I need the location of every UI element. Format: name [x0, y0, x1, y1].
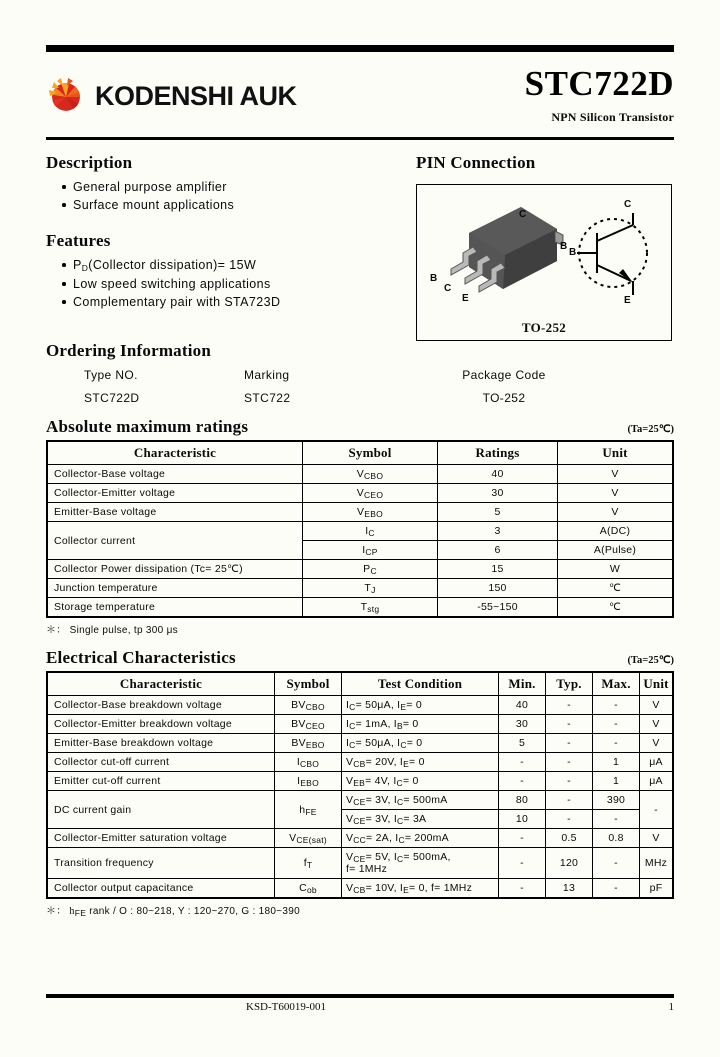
cell-symbol: $f_T$ — [275, 848, 342, 879]
cell-unit: μA — [640, 753, 674, 772]
ordering-value-marking: STC722 — [244, 391, 291, 405]
electrical-table — [46, 671, 674, 899]
cell-rating: -55~150 — [438, 598, 558, 618]
table-row — [47, 484, 673, 503]
cell-min: - — [499, 829, 546, 848]
cell-max: 0.8 — [593, 829, 640, 848]
cell-typ: - — [546, 734, 593, 753]
header-top-rule — [46, 45, 674, 52]
cell-symbol: $BV_{EBO}$ — [275, 734, 342, 753]
cell-symbol: $I_C$ — [303, 522, 438, 541]
ordering-value-package: TO-252 — [482, 391, 526, 405]
abs-max-heading-row — [46, 417, 674, 437]
cell-test-condition: $I_C= 50\mu A$, $I_C= 0$ — [342, 734, 499, 753]
document-id: KSD-T60019-001 — [246, 1001, 327, 1013]
cell-characteristic: Collector-Emitter saturation voltage — [47, 829, 275, 848]
cell-typ: 0.5 — [546, 829, 593, 848]
table-header-row — [47, 672, 673, 696]
table-row — [47, 560, 673, 579]
cell-characteristic: Junction temperature — [47, 579, 303, 598]
cell-characteristic: Collector Power dissipation (Tc= 25℃) — [47, 560, 303, 579]
cell-test-condition: $I_C= 50\mu A$, $I_E= 0$ — [342, 696, 499, 715]
cell-rating: 3 — [438, 522, 558, 541]
note-prefix: ＊： h — [46, 906, 75, 917]
abs-max-condition: (Ta=25℃) — [627, 424, 674, 435]
cell-unit: V — [558, 465, 674, 484]
cell-characteristic: Collector-Base breakdown voltage — [47, 696, 275, 715]
cell-symbol: $I_{EBO}$ — [275, 772, 342, 791]
right-column — [406, 153, 674, 341]
cell-characteristic: Collector cut-off current — [47, 753, 275, 772]
ordering-col-type: Type NO. — [84, 368, 138, 382]
th-symbol: Symbol — [303, 441, 438, 465]
cell-unit: MHz — [640, 848, 674, 879]
cell-rating: 150 — [438, 579, 558, 598]
ordering-header-row — [46, 368, 674, 382]
pin-label-e-package: E — [462, 293, 469, 304]
cell-max: 1 — [593, 753, 640, 772]
ordering-title: Ordering Information — [46, 341, 212, 360]
cell-max: - — [593, 715, 640, 734]
table-row — [47, 829, 673, 848]
cell-characteristic: Emitter cut-off current — [47, 772, 275, 791]
cell-test-condition: $V_{CC}= 2A$, $I_C= 200mA$ — [342, 829, 499, 848]
cell-typ: 13 — [546, 879, 593, 899]
cell-typ: - — [546, 753, 593, 772]
cell-symbol: $P_C$ — [303, 560, 438, 579]
table-row — [47, 734, 673, 753]
cell-unit: V — [640, 829, 674, 848]
cell-symbol: $I_{CP}$ — [303, 541, 438, 560]
pin-label-b-package: B — [430, 273, 438, 284]
cell-characteristic: Collector output capacitance — [47, 879, 275, 899]
cell-characteristic: Storage temperature — [47, 598, 303, 618]
cell-unit: A(DC) — [558, 522, 674, 541]
cell-unit: ℃ — [558, 598, 674, 618]
pin-connection-diagram — [416, 184, 672, 341]
table-row — [47, 791, 673, 810]
cell-characteristic: Collector-Base voltage — [47, 465, 303, 484]
pin-label-c-package: C — [444, 283, 452, 294]
left-column — [46, 153, 406, 341]
cell-unit: W — [558, 560, 674, 579]
description-title: Description — [46, 153, 133, 172]
list-item: General purpose amplifier — [62, 178, 406, 196]
cell-min: - — [499, 753, 546, 772]
datasheet-page — [0, 45, 720, 1057]
ordering-value-type: STC722D — [84, 391, 140, 405]
table-row — [47, 465, 673, 484]
list-item: Surface mount applications — [62, 196, 406, 214]
cell-unit: - — [640, 791, 674, 829]
ordering-col-marking: Marking — [244, 368, 290, 382]
cell-symbol: $BV_{CBO}$ — [275, 696, 342, 715]
table-row — [47, 753, 673, 772]
cell-min: 80 — [499, 791, 546, 810]
cell-characteristic: Emitter-Base voltage — [47, 503, 303, 522]
cell-typ: - — [546, 696, 593, 715]
th-characteristic: Characteristic — [47, 672, 275, 696]
cell-symbol: $T_J$ — [303, 579, 438, 598]
cell-test-condition: $V_{CB}= 20V$, $I_E= 0$ — [342, 753, 499, 772]
pin-label-b-symbol: B — [569, 247, 577, 258]
th-test-condition: Test Condition — [342, 672, 499, 696]
cell-min: 40 — [499, 696, 546, 715]
description-list — [46, 178, 406, 214]
page-footer — [46, 994, 674, 1013]
list-item: Low speed switching applications — [62, 275, 406, 293]
cell-typ: - — [546, 791, 593, 810]
cell-test-condition: $V_{CE}= 5V$, $I_C= 500mA$, f= 1MHz — [342, 848, 499, 879]
th-symbol: Symbol — [275, 672, 342, 696]
th-max: Max. — [593, 672, 640, 696]
cell-min: - — [499, 879, 546, 899]
cell-typ: 120 — [546, 848, 593, 879]
cell-typ: - — [546, 772, 593, 791]
table-row — [47, 715, 673, 734]
cell-rating: 6 — [438, 541, 558, 560]
cell-max: - — [593, 879, 640, 899]
cell-unit: V — [558, 484, 674, 503]
list-item: Complementary pair with STA723D — [62, 293, 406, 311]
cell-characteristic: Emitter-Base breakdown voltage — [47, 734, 275, 753]
electrical-heading-row — [46, 648, 674, 668]
note-subscript: FE — [74, 908, 87, 918]
brand-name: KODENSHI AUK — [95, 80, 297, 111]
list-item: $P_D(Collector$ dissipation)= 15W — [62, 256, 406, 275]
cell-test-condition: $I_C= 1mA$, $I_B= 0$ — [342, 715, 499, 734]
abs-max-table — [46, 440, 674, 618]
th-min: Min. — [499, 672, 546, 696]
part-identity — [525, 64, 674, 125]
cell-min: 10 — [499, 810, 546, 829]
package-name-label: TO-252 — [521, 320, 567, 335]
cell-test-condition: $V_{EB}= 4V$, $I_C= 0$ — [342, 772, 499, 791]
pin-label-b-right: B — [560, 241, 568, 252]
cell-symbol: $V_{EBO}$ — [303, 503, 438, 522]
table-row — [47, 879, 673, 899]
cell-min: 30 — [499, 715, 546, 734]
cell-symbol: $BV_{CEO}$ — [275, 715, 342, 734]
upper-section — [46, 153, 674, 341]
pin-label-c-top: C — [519, 209, 527, 220]
pinwheel-sphere-logo-icon — [46, 76, 86, 116]
table-row — [47, 696, 673, 715]
electrical-title: Electrical Characteristics — [46, 648, 236, 667]
table-row — [47, 503, 673, 522]
features-list — [46, 256, 406, 311]
table-row — [47, 598, 673, 618]
pin-label-e-symbol: E — [624, 295, 631, 306]
cell-symbol: $V_{CBO}$ — [303, 465, 438, 484]
part-number: STC722D — [524, 64, 674, 103]
cell-symbol: $C_{ob}$ — [275, 879, 342, 899]
pin-label-c-symbol: C — [624, 199, 632, 210]
ordering-col-package: Package Code — [462, 368, 546, 382]
cell-unit: ℃ — [558, 579, 674, 598]
cell-unit: A(Pulse) — [558, 541, 674, 560]
abs-max-title: Absolute maximum ratings — [46, 417, 249, 436]
cell-min: - — [499, 772, 546, 791]
table-row — [47, 579, 673, 598]
ordering-value-row — [46, 391, 674, 405]
cell-typ: - — [546, 810, 593, 829]
cell-characteristic: Transition frequency — [47, 848, 275, 879]
cell-unit: V — [640, 715, 674, 734]
table-header-row — [47, 441, 673, 465]
cell-max: 1 — [593, 772, 640, 791]
cell-rating: 15 — [438, 560, 558, 579]
cell-max: - — [593, 696, 640, 715]
cell-min: - — [499, 848, 546, 879]
cell-typ: - — [546, 715, 593, 734]
cell-max: - — [593, 810, 640, 829]
cell-characteristic: Collector-Emitter voltage — [47, 484, 303, 503]
page-header — [46, 52, 674, 128]
cell-symbol: $h_{FE}$ — [275, 791, 342, 829]
cell-rating: 40 — [438, 465, 558, 484]
cell-max: - — [593, 848, 640, 879]
electrical-note — [46, 902, 674, 917]
features-title: Features — [46, 231, 111, 250]
cell-symbol: $T_{stg}$ — [303, 598, 438, 618]
table-row — [47, 772, 673, 791]
header-bottom-rule — [46, 137, 674, 140]
cell-rating: 5 — [438, 503, 558, 522]
cell-test-condition: $V_{CE}= 3V$, $I_C= 3A$ — [342, 810, 499, 829]
cell-unit: μA — [640, 772, 674, 791]
cell-unit: V — [640, 696, 674, 715]
page-number: 1 — [668, 1001, 674, 1013]
cell-unit: pF — [640, 879, 674, 899]
cell-max: - — [593, 734, 640, 753]
th-ratings: Ratings — [438, 441, 558, 465]
cell-unit: V — [640, 734, 674, 753]
cell-test-condition: $V_{CE}= 3V$, $I_C= 500mA$ — [342, 791, 499, 810]
cell-symbol: $V_{CE(sat)}$ — [275, 829, 342, 848]
cell-min: 5 — [499, 734, 546, 753]
cell-unit: V — [558, 503, 674, 522]
cell-characteristic: Collector-Emitter breakdown voltage — [47, 715, 275, 734]
pd-subscript: D — [81, 263, 89, 273]
cell-symbol: $I_{CBO}$ — [275, 753, 342, 772]
cell-rating: 30 — [438, 484, 558, 503]
footer-row — [46, 998, 674, 1013]
th-typ: Typ. — [546, 672, 593, 696]
th-characteristic: Characteristic — [47, 441, 303, 465]
table-row — [47, 848, 673, 879]
brand-lockup — [46, 64, 297, 116]
abs-max-note: ＊： Single pulse, tp 300 μs — [46, 625, 178, 636]
note-rest: rank / O : 80~218, Y : 120~270, G : 180~390 — [86, 906, 300, 917]
cell-test-condition: $V_{CB}= 10V$, $I_E= 0$, f= 1MHz — [342, 879, 499, 899]
th-unit: Unit — [558, 441, 674, 465]
cell-characteristic: Collector current — [47, 522, 303, 560]
part-subtitle: NPN Silicon Transistor — [551, 110, 674, 124]
electrical-condition: (Ta=25℃) — [627, 655, 674, 666]
pin-connection-title: PIN Connection — [416, 153, 536, 172]
th-unit: Unit — [640, 672, 674, 696]
table-row — [47, 522, 673, 541]
cell-characteristic: DC current gain — [47, 791, 275, 829]
cell-symbol: $V_{CEO}$ — [303, 484, 438, 503]
cell-max: 390 — [593, 791, 640, 810]
